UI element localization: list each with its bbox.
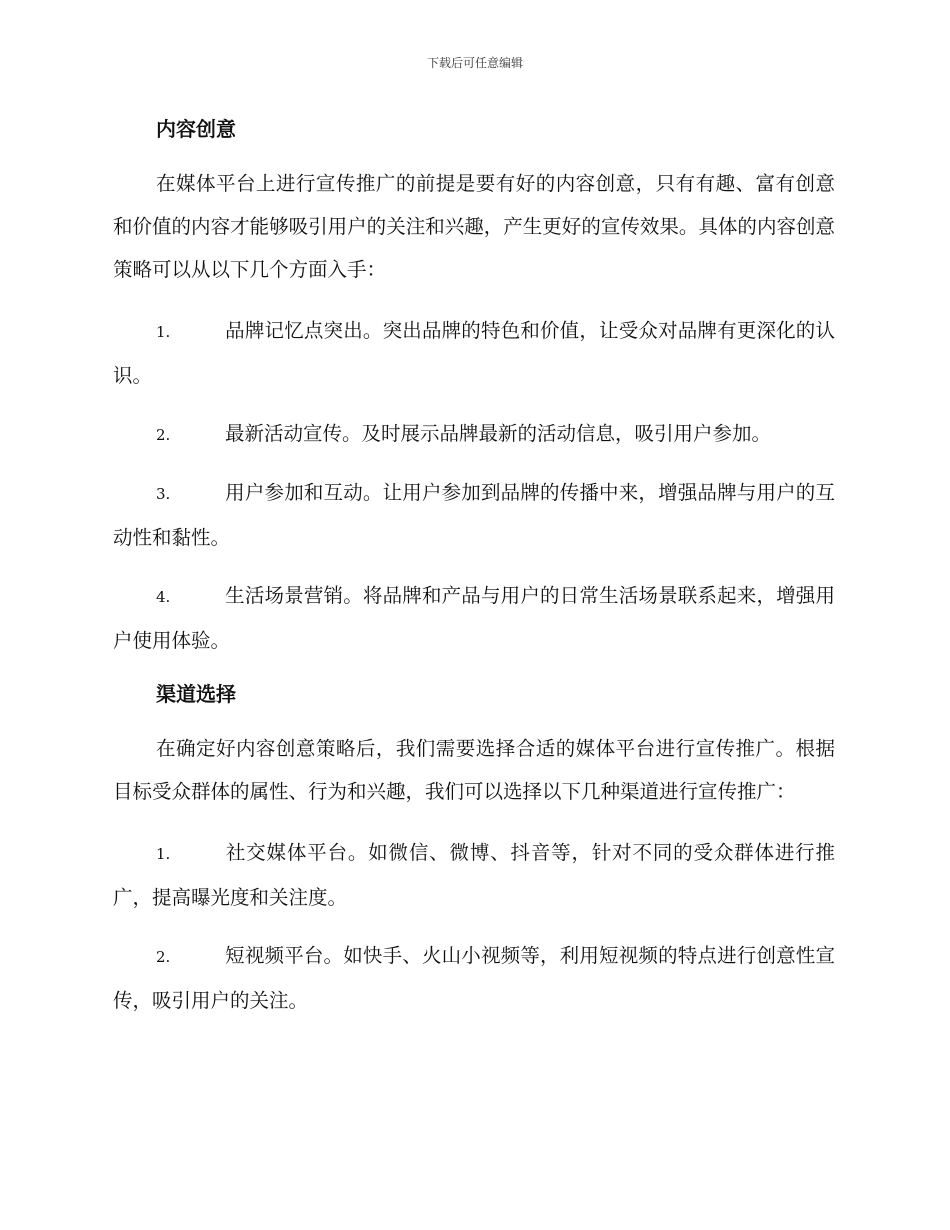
list-number: 2. xyxy=(156,948,171,966)
list-item xyxy=(113,412,835,457)
list-item xyxy=(113,574,835,663)
document-body xyxy=(113,112,835,1037)
list-item-text: 生活场景营销。将品牌和产品与用户的日常生活场景联系起来，增强用户使用体验。 xyxy=(113,584,835,652)
section-intro-content-creative: 在媒体平台上进行宣传推广的前提是要有好的内容创意，只有有趣、富有创意和价值的内容才能够吸引用户的关注和兴趣，产生更好的宣传效果。具体的内容创意策略可以从以下几个方面入手： xyxy=(113,172,835,281)
section-heading-content-creative: 内容创意 xyxy=(156,117,236,141)
list-item xyxy=(113,831,835,920)
section-intro-channel-selection: 在确定好内容创意策略后，我们需要选择合适的媒体平台进行宣传推广。根据目标受众群体的属性、行为和兴趣，我们可以选择以下几种渠道进行宣传推广： xyxy=(113,737,835,803)
list-item-text: 短视频平台。如快手、火山小视频等，利用短视频的特点进行创意性宣传，吸引用户的关注。 xyxy=(113,944,835,1012)
section-heading-channel-selection: 渠道选择 xyxy=(156,682,236,706)
page-header-note: 下载后可任意编辑 xyxy=(426,56,523,70)
list-item xyxy=(113,309,835,398)
list-number: 3. xyxy=(156,485,171,503)
list-item-text: 用户参加和互动。让用户参加到品牌的传播中来，增强品牌与用户的互动性和黏性。 xyxy=(113,481,835,549)
list-item xyxy=(113,934,835,1023)
list-number: 1. xyxy=(156,323,171,341)
list-number: 4. xyxy=(156,588,171,606)
list-number: 1. xyxy=(156,845,171,863)
list-item-text: 品牌记忆点突出。突出品牌的特色和价值，让受众对品牌有更深化的认识。 xyxy=(113,319,835,387)
list-item xyxy=(113,471,835,560)
list-number: 2. xyxy=(156,426,171,444)
list-item-text: 社交媒体平台。如微信、微博、抖音等，针对不同的受众群体进行推广，提高曝光度和关注度。 xyxy=(113,841,835,909)
list-item-text: 最新活动宣传。及时展示品牌最新的活动信息，吸引用户参加。 xyxy=(225,422,772,445)
